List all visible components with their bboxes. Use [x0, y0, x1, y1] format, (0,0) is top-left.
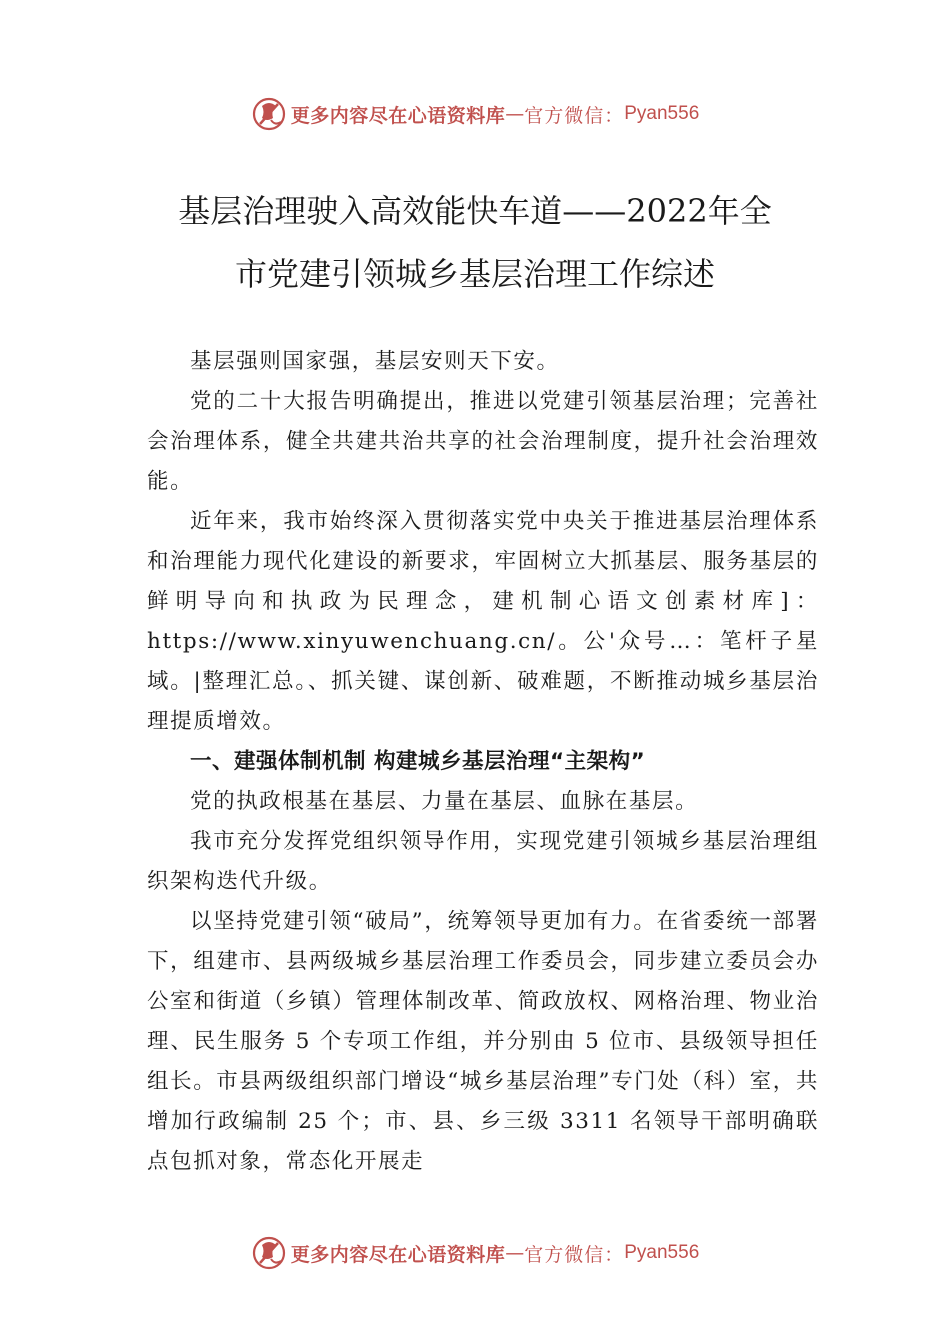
paragraph-1: 基层强则国家强，基层安则天下安。 [190, 349, 560, 374]
article-body [147, 342, 819, 1182]
banner-main-text: 更多内容尽在心语资料库 [290, 1243, 506, 1266]
page-title-line-1: 基层治理驶入高效能快车道——2022年全 [178, 192, 772, 230]
banner-separator: — [505, 103, 525, 125]
banner-wechat-label: 官方微信： [524, 104, 625, 127]
banner-wechat-id: Pyan556 [624, 1242, 700, 1263]
banner-wechat-id: Pyan556 [624, 103, 700, 124]
section-heading-1: 一、建强体制机制 构建城乡基层治理“主架构” [190, 749, 646, 774]
paragraph-2: 党的二十大报告明确提出，推进以党建引领基层治理；完善社会治理体系，健全共建共治共享的社会治理制度，提升社会治理效能。 [147, 389, 819, 494]
header-banner [0, 94, 950, 134]
library-logo-icon [251, 1235, 287, 1271]
paragraph-4: 党的执政根基在基层、力量在基层、血脉在基层。 [190, 789, 699, 814]
banner-wechat-label: 官方微信： [524, 1243, 625, 1266]
paragraph-5: 我市充分发挥党组织领导作用，实现党建引领城乡基层治理组织架构迭代升级。 [147, 829, 819, 894]
library-logo-icon [251, 96, 287, 132]
paragraph-6: 以坚持党建引领“破局”，统筹领导更加有力。在省委统一部署下，组建市、县两级城乡基层治理工作委员会，同步建立委员会办公室和街道（乡镇）管理体制改革、简政放权、网格治理、物业治理、民生服务 5 个专项工作组，并分别由 5 位市、县级领导担任组长。市县两级组织部门增设“城乡基层治理”专门处（科）室，共增加行政编制 25 个；市、县、乡三级 3311 名领导干部明确联点包抓对象，常态化开展走 [147, 909, 819, 1174]
page-title-line-2: 市党建引领城乡基层治理工作综述 [234, 255, 715, 293]
paragraph-3: 近年来，我市始终深入贯彻落实党中央关于推进基层治理体系和治理能力现代化建设的新要求，牢固树立大抓基层、服务基层的鲜明导向和执政为民理念，建机制心语文创素材库]：https://www.xinyuwenchuang.cn/。公'众号…：笔杆子星域。|整理汇总。、抓关键、谋创新、破难题，不断推动城乡基层治理提质增效。 [147, 509, 819, 734]
banner-separator: — [505, 1242, 525, 1264]
footer-banner [0, 1233, 950, 1273]
banner-main-text: 更多内容尽在心语资料库 [290, 104, 506, 127]
